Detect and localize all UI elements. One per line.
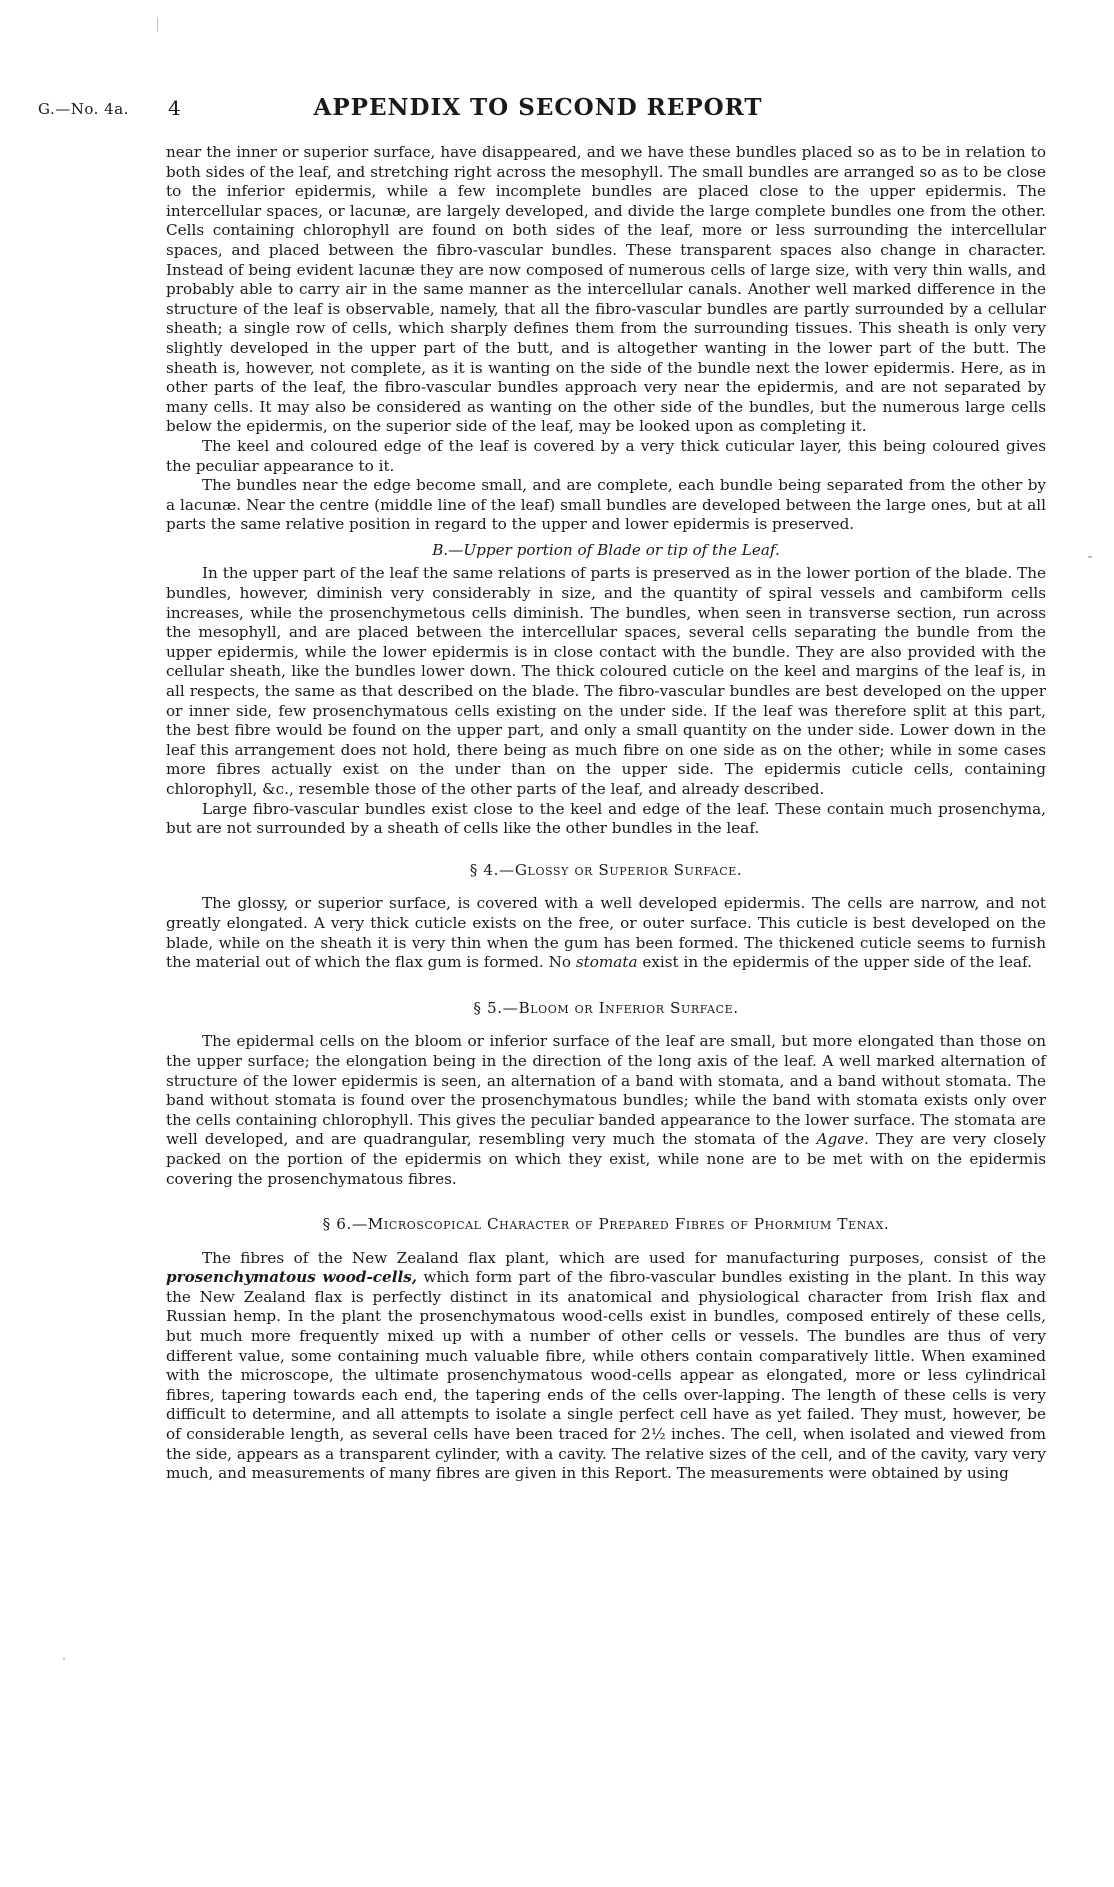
scan-mark xyxy=(157,18,158,32)
text-run: exist in the epidermis of the upper side of the leaf. xyxy=(637,953,1032,972)
section-heading: § 4.—Glossy or Superior Surface. xyxy=(469,860,743,879)
section-heading: § 5.—Bloom or Inferior Surface. xyxy=(473,998,739,1017)
document-reference: G.—No. 4a. xyxy=(38,100,129,118)
scan-mark xyxy=(1088,556,1092,558)
text-run: The fibres of the New Zealand flax plant, which are used for manufacturing purposes, consist of the xyxy=(202,1248,1046,1267)
text-run: The glossy, or superior surface, is covered with a well developed epidermis. The cells are narrow, and not greatly elongated. A very thick cuticle exists on the free, or outer surface. This cuticle is best developed on the blade, while on the sheath it is very thin when the gum has been formed. The thickened cuticle seems to furnish the material out of which the flax gum is formed. No xyxy=(166,894,1046,972)
page-number: 4 xyxy=(168,96,181,120)
paragraph: The bundles near the edge become small, and are complete, each bundle being separated from the other by a lacunæ. Near the centre (middle line of the leaf) small bundles are developed between the large ones, but at all parts the same relative position in regard to the upper and lower epidermis is preserved. xyxy=(166,476,1046,534)
section-heading: § 6.—Microscopical Character of Prepared Fibres of Phormium Tenax. xyxy=(322,1215,890,1234)
paragraph xyxy=(166,894,1046,972)
page-header xyxy=(38,94,1038,126)
running-title: APPENDIX TO SECOND REPORT xyxy=(313,94,763,121)
emphasis: prosenchymatous wood-cells, xyxy=(166,1268,418,1287)
text-run: The epidermal cells on the bloom or inferior surface of the leaf are small, but more elongated than those on the upper surface; the elongation being in the direction of the long axis of the leaf. A well marked alternation of structure of the lower epidermis is seen, an alternation of a band with stomata, and a band without stomata. The band without stomata is found over the prosenchymatous bundles; while the band with stomata exists only over the cells containing chlorophyll. This gives the peculiar banded appearance to the lower surface. The stomata are well developed, and are quadrangular, resembling very much the stomata of the xyxy=(166,1032,1046,1149)
paragraph: Large fibro-vascular bundles exist close to the keel and edge of the leaf. These contain much prosenchyma, but are not surrounded by a sheath of cells like the other bundles in the leaf. xyxy=(166,799,1046,838)
emphasis: Agave. xyxy=(816,1130,869,1149)
paragraph: near the inner or superior surface, have disappeared, and we have these bundles placed so as to be in relation to both sides of the leaf, and stretching right across the mesophyll. The small bundles are arranged so as to be close to the inferior epidermis, while a few incomplete bundles are placed close to the upper epidermis. The intercellular spaces, or lacunæ, are largely developed, and divide the large complete bundles one from the other. Cells containing chlorophyll are found on both sides of the leaf, more or less surrounding the intercellular spaces, and placed between the fibro-vascular bundles. These transparent spaces also change in character. Instead of being evident lacunæ they are now composed of numerous cells of large size, with very thin walls, and probably able to carry air in the same manner as the intercellular canals. Another well marked difference in the structure of the leaf is observable, namely, that all the fibro-vascular bundles are partly surrounded by a cellular sheath; a single row of cells, which sharply defines them from the surrounding tissues. This sheath is only very slightly developed in the upper part of the butt, and is altogether wanting in the lower part of the butt. The sheath is, however, not complete, as it is wanting on the side of the bundle next the lower epidermis. Here, as in other parts of the leaf, the fibro-vascular bundles approach very near the epidermis, and are not separated by many cells. It may also be considered as wanting on the other side of the bundles, but the numerous large cells below the epidermis, on the superior side of the leaf, may be looked upon as completing it. xyxy=(166,143,1046,436)
text-run: They are very closely packed on the portion of the epidermis on which they exist, while none are to be met with on the epidermis covering the prosenchymatous fibres. xyxy=(166,1130,1046,1188)
paragraph: In the upper part of the leaf the same relations of parts is preserved as in the lower portion of the blade. The bundles, however, diminish very considerably in size, and the quantity of spiral vessels and cambiform cells increases, while the prosenchymetous cells diminish. The bundles, when seen in transverse section, run across the mesophyll, and are placed between the intercellular spaces, several cells separating the bundle from the upper epidermis, while the lower epidermis is in close contact with the bundle. They are also provided with the cellular sheath, like the bundles lower down. The thick coloured cuticle on the keel and margins of the leaf is, in all respects, the same as that described on the blade. The fibro-vascular bundles are best developed on the upper or inner side, few prosenchymatous cells existing on the under side. If the leaf was therefore split at this part, the best fibre would be found on the upper part, and only a small quantity on the under side. Lower down in the leaf this arrangement does not hold, there being as much fibre on one side as on the other; while in some cases more fibres actually exist on the under than on the upper side. The epidermis cuticle cells, containing chlorophyll, &c., resemble those of the other parts of the leaf, and already described. xyxy=(166,564,1046,798)
paragraph xyxy=(166,1032,1046,1189)
paragraph xyxy=(166,1249,1046,1484)
text-run: which form part of the fibro-vascular bundles existing in the plant. In this way the New Zealand flax is perfectly distinct in its anatomical and physiological character from Irish flax and Russian hemp. In the plant the prosenchymatous wood-cells exist in bundles, composed entirely of these cells, but much more frequently mixed up with a number of other cells or vessels. The bundles are thus of very different value, some containing much valuable fibre, while others contain comparatively little. When examined with the microscope, the ultimate prosenchymatous wood-cells appear as elongated, more or less cylindrical fibres, tapering towards each end, the tapering ends of the cells over-lapping. The length of these cells is very difficult to determine, and all attempts to isolate a single perfect cell have as yet failed. They must, however, be of considerable length, as several cells have been traced for 2½ inches. The cell, when isolated and viewed from the side, appears as a transparent cylinder, with a cavity. The relative sizes of the cell, and of the cavity, vary very much, and measurements of many fibres are given in this Report. The measurements were obtained by using xyxy=(166,1268,1046,1483)
subsection-heading: B.—Upper portion of Blade or tip of the Leaf. xyxy=(432,540,780,559)
body-text xyxy=(166,143,1046,1484)
paragraph: The keel and coloured edge of the leaf is covered by a very thick cuticular layer, this being coloured gives the peculiar appearance to it. xyxy=(166,436,1046,475)
emphasis: stomata xyxy=(575,953,638,972)
scan-mark xyxy=(63,1658,65,1660)
